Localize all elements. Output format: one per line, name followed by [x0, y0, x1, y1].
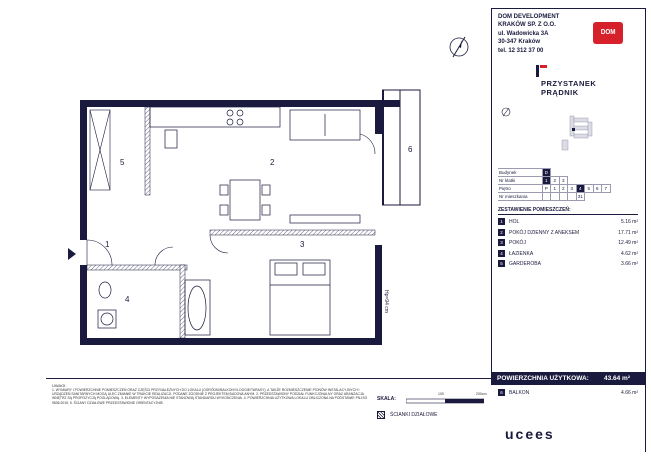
location-row [498, 169, 610, 177]
rooms-divider [498, 214, 638, 215]
project-logo-mark-icon [535, 64, 549, 78]
room-name: POKÓJ [509, 240, 526, 246]
window-height-label: Hp=94 cm [383, 290, 389, 313]
location-row-label: Nr klatki [498, 177, 542, 185]
location-cell [568, 193, 577, 201]
frame-right-line [645, 8, 646, 452]
room-area: 17.71 m² [618, 229, 638, 236]
wall-legend-label: ŚCIANKI DZIAŁOWE [390, 412, 438, 418]
scale-bar [406, 398, 484, 404]
room-row [498, 217, 638, 228]
room-name: GARDEROBA [509, 261, 541, 267]
room-label-2: 2 [270, 158, 275, 167]
rooms-title: ZESTAWIENIE POMIESZCZEŃ: [498, 207, 571, 213]
room-label-4: 4 [125, 295, 130, 304]
location-cell: D [542, 169, 551, 177]
company-name-1: DOM DEVELOPMENT [498, 14, 560, 20]
room-number: 3 [498, 239, 505, 246]
location-cell: 4 [576, 185, 585, 193]
company-city: 30-347 Kraków [498, 39, 541, 46]
location-cell [559, 193, 568, 201]
ucees-logo: ucees [505, 426, 555, 442]
room-number: 5 [498, 260, 505, 267]
room-number: 2 [498, 229, 505, 236]
balcony-number: 6 [498, 389, 505, 396]
location-cell: 3 [568, 185, 577, 193]
room-name: ŁAZIENKA [509, 250, 534, 257]
total-area-bar [491, 372, 646, 385]
bathroom-fixtures [98, 280, 210, 335]
room-row [498, 238, 638, 249]
room-row [498, 259, 638, 270]
location-row [498, 193, 610, 201]
room-area: 12.49 m² [618, 240, 638, 246]
company-address-block [498, 13, 559, 55]
site-key-plan [498, 104, 638, 164]
wall-legend-swatch [377, 411, 385, 419]
room-area: 4.62 m² [621, 250, 638, 257]
room-label-1: 1 [105, 240, 110, 249]
exterior-walls [80, 100, 400, 345]
company-street: ul. Wadowicka 3A [498, 30, 549, 37]
location-row [498, 185, 610, 193]
notes-text: 1. WYMIARY I POWIERZCHNIE POMIESZCZEŃ ORAZ CZĘŚCI PRZYNALEŻNYCH DO LOKALU (OGRÓDKI/BALKONY/LOGGIE/TARASY), A TAKŻE ROZMIESZCZENIE PIONÓW INSTALACYJNYCH I URZĄDZEŃ SANITARNYCH MOGĄ ULEC ZMIANIE W TRAKCIE REALIZACJI. PODANE ZGODNIE Z PROJEKTEM BUDOWLANYM. 2. PRZEDSTAWIONY PODZIAŁ FUNKCJONALNY ORAZ ARANŻACJA WNĘTRZ SĄ PROPOZYCJĄ POGLĄDOWĄ. 3. ELEMENTY WYPOSAŻENIA NIE STANOWIĄ STANDARDU WYKOŃCZENIA. 4. POWIERZCHNIA UŻYTKOWA LOKALU OBLICZONA NA PODSTAWIE PN-ISO 9836:2015. 5. ŚCIANY DZIAŁOWE PRZEDSTAWIONE ORIENTACYJNIE. [52, 388, 368, 405]
balcony-area: 4.66 m² [621, 390, 638, 396]
scale-mark-100: 100 [438, 392, 444, 396]
location-cell: 5 [585, 185, 594, 193]
dining-table [220, 180, 270, 220]
scale-label: SKALA: [377, 396, 396, 402]
location-cell: 6 [593, 185, 602, 193]
total-area-value: 43.64 m² [603, 375, 630, 382]
room-label-3: 3 [300, 240, 305, 249]
location-row-label: Nr mieszkania [498, 193, 542, 201]
room-area: 3.66 m² [621, 261, 638, 267]
location-cell: 31 [577, 194, 583, 199]
scale-mark-200: 200cm [476, 392, 487, 396]
location-row-label: Piętro [498, 185, 542, 193]
location-cell: P [542, 185, 551, 193]
partition-walls [87, 107, 375, 338]
notes-title: UWAGI: [52, 383, 67, 388]
location-cell: 1 [542, 177, 551, 185]
company-name-2: KRAKÓW SP. Z O.O. [498, 22, 556, 29]
location-cell [542, 193, 551, 201]
sofa [290, 110, 360, 140]
location-cell: 1 [551, 185, 560, 193]
location-row-label: Budynek [498, 169, 542, 177]
location-table [498, 168, 611, 201]
bed [270, 260, 330, 335]
apartment-floor-plan [60, 80, 470, 365]
project-logo-line2: PRĄDNIK [541, 88, 579, 97]
location-cell [551, 193, 560, 201]
company-phone: tel. 12 312 37 00 [498, 47, 544, 54]
rooms-list [498, 217, 638, 270]
entrance-arrow-icon [68, 248, 76, 260]
room-label-5: 5 [120, 158, 125, 167]
frame-top-line [491, 8, 646, 9]
location-cell: 2 [551, 177, 560, 185]
balcony-name: BALKON [509, 390, 530, 396]
location-cell: 3 [559, 177, 568, 185]
project-logo-line1: PRZYSTANEK [541, 79, 597, 88]
room-number: 1 [498, 218, 505, 225]
compass-icon [445, 33, 473, 61]
frame-divider-line [491, 8, 492, 378]
room-name: POKÓJ DZIENNY Z ANEKSEM [509, 229, 580, 236]
balcony-row [498, 388, 638, 398]
room-row [498, 228, 638, 239]
doors [87, 134, 375, 265]
room-name: HOL [509, 219, 520, 225]
room-area: 5.16 m² [621, 219, 638, 225]
location-cell: 7 [602, 185, 611, 193]
wardrobe [90, 110, 110, 190]
room-label-6: 6 [408, 145, 413, 154]
kitchen-counter [150, 107, 280, 148]
location-cell: 2 [559, 185, 568, 193]
location-row [498, 177, 610, 185]
total-area-label: POWIERZCHNIA UŻYTKOWA: [497, 375, 589, 382]
project-logo [535, 64, 605, 100]
room-row [498, 249, 638, 260]
dom-logo: DOM [593, 22, 623, 44]
room-number: 4 [498, 250, 505, 257]
balcony [382, 90, 420, 205]
tv-unit [290, 215, 360, 223]
